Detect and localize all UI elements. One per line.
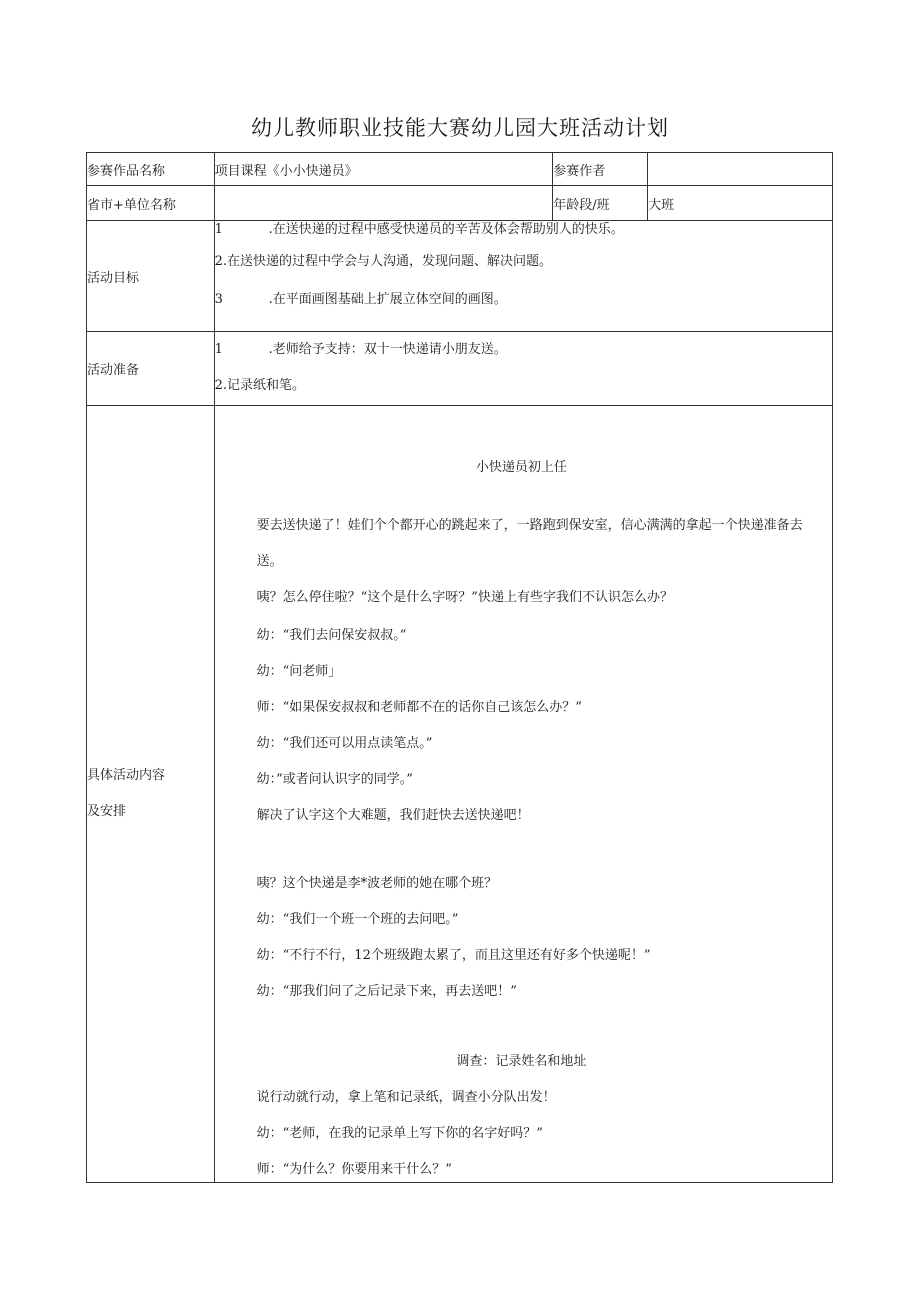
- dialogue-line: 幼：“问老师」: [256, 664, 342, 679]
- dialogue-line: 师：“如果保安叔叔和老师都不在的话你自己该怎么办？”: [256, 700, 582, 715]
- grade-label: 年龄段/班: [553, 186, 648, 221]
- prep-item-2: 2.记录纸和笔。: [214, 378, 306, 393]
- content-heading-1: 小快递员初上任: [475, 460, 567, 475]
- goal-item-2: 2.在送快递的过程中学会与人沟通，发现问题、解决问题。: [214, 254, 553, 269]
- dialogue-line: 咦？这个快递是李*波老师的她在哪个班？: [256, 876, 498, 891]
- prep-label: 活动准备: [87, 332, 215, 406]
- row-work-name: [87, 153, 833, 186]
- content-heading-2: 调查：记录姓名和地址: [456, 1054, 587, 1069]
- prep-list: [214, 332, 832, 406]
- content-paragraph-1: 要去送快递了！娃们个个都开心的跳起来了，一路跑到保安室，信心满满的拿起一个快递准备去送。: [256, 518, 803, 569]
- content-cell: [214, 406, 832, 1183]
- unit-label: 省市+单位名称: [87, 186, 215, 221]
- work-name-label: 参赛作品名称: [87, 153, 215, 186]
- goals-list: [214, 221, 832, 332]
- dialogue-line: 解决了认字这个大难题，我们赶快去送快递吧！: [256, 808, 530, 823]
- goal-item-1: 1 .在送快递的过程中感受快递员的辛苦及体会帮助别人的快乐。: [214, 222, 624, 237]
- dialogue-line: 幼：“我们去问保安叔叔。”: [256, 628, 407, 643]
- grade-value: 大班: [648, 186, 833, 221]
- dialogue-line: 说行动就行动，拿上笔和记录纸，调查小分队出发！: [256, 1090, 556, 1105]
- row-unit: [87, 186, 833, 221]
- goal-item-3: 3 .在平面画图基础上扩展立体空间的画图。: [214, 292, 507, 307]
- dialogue-line: 幼：“那我们问了之后记录下来，再去送吧！”: [256, 984, 517, 999]
- content-label-line2: 及安排: [87, 804, 127, 819]
- unit-value: [214, 186, 553, 221]
- content-label-line1: 具体活动内容: [87, 768, 166, 783]
- dialogue-line: 幼：“老师，在我的记录单上写下你的名字好吗？”: [256, 1126, 543, 1141]
- dialogue-line: 幼：“我们还可以用点读笔点。”: [256, 736, 433, 751]
- dialogue-line: 幼：“不行不行，12个班级跑太累了，而且这里还有好多个快递呢！”: [256, 948, 651, 963]
- row-prep: [87, 332, 833, 406]
- dialogue-line: 幼：”或者问认识字的同学。”: [256, 772, 413, 787]
- page-title: 幼儿教师职业技能大赛幼儿园大班活动计划: [251, 116, 669, 140]
- prep-item-1: 1 .老师给予支持：双十一快递请小朋友送。: [214, 342, 507, 357]
- dialogue-line: 咦？怎么停住啦？“这个是什么字呀？”快递上有些字我们不认识怎么办？: [256, 590, 673, 605]
- content-label: [87, 406, 215, 1183]
- row-content: [87, 406, 833, 1183]
- author-label: 参赛作者: [553, 153, 648, 186]
- row-goals: [87, 221, 833, 332]
- goals-label: 活动目标: [87, 221, 215, 332]
- dialogue-line: 幼：“我们一个班一个班的去问吧。”: [256, 912, 459, 927]
- plan-table: [86, 152, 833, 1183]
- work-name-value: 项目课程《小小快递员》: [214, 153, 553, 186]
- dialogue-line: 师：“为什么？你要用来干什么？”: [256, 1162, 452, 1177]
- author-value: [648, 153, 833, 186]
